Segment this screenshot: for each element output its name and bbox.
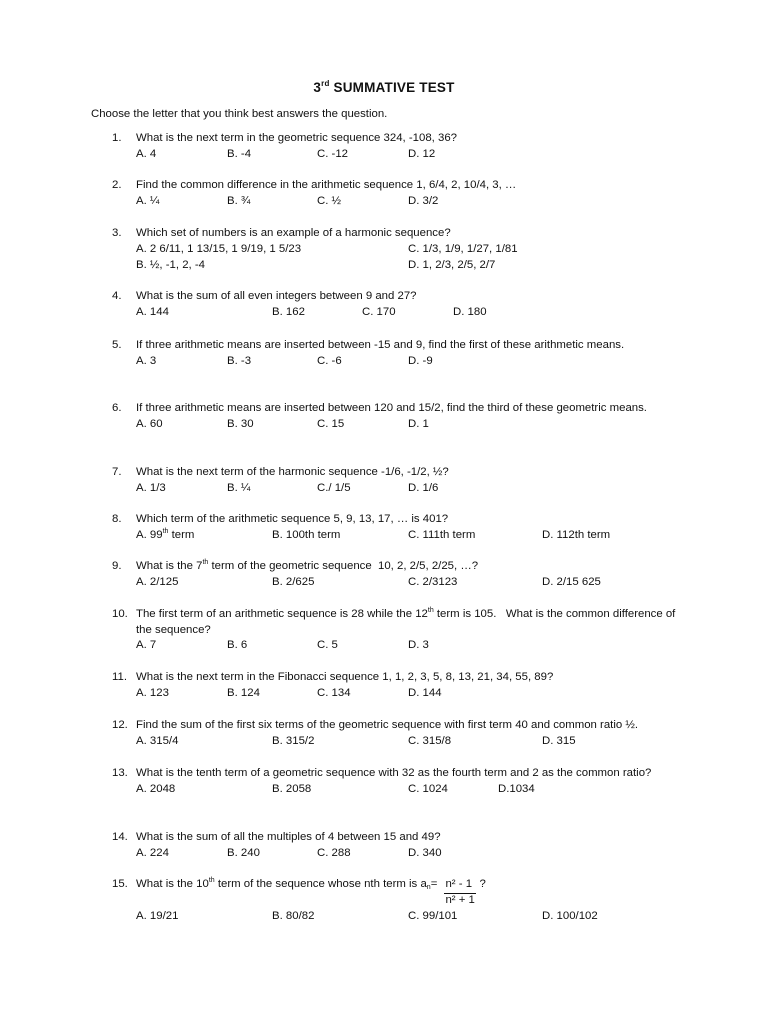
option-a[interactable]: A. 2 6/11, 1 13/15, 1 9/19, 1 5/23 <box>136 242 302 255</box>
option-a[interactable]: A. 99th term <box>136 527 195 541</box>
option-b[interactable]: B. 240 <box>227 846 260 859</box>
option-a[interactable]: A. 1/3 <box>136 481 166 494</box>
option-c[interactable]: C. 1024 <box>408 782 448 795</box>
options <box>136 909 692 925</box>
options <box>136 638 692 654</box>
option-d[interactable]: D. 3 <box>408 639 429 651</box>
option-d[interactable]: D. 12 <box>408 147 436 160</box>
option-d[interactable]: D. 112th term <box>542 528 611 541</box>
option-c[interactable]: C. 134 <box>317 686 351 699</box>
question-1: 1. What is the next term in the geometric sequence 324, -108, 36? A. 4 B. -4 C. -12 D. 12 <box>112 131 692 163</box>
options <box>136 782 692 798</box>
option-a[interactable]: A. 60 <box>136 417 163 430</box>
option-d[interactable]: D. 2/15 625 <box>542 575 601 588</box>
options <box>136 734 692 750</box>
question-13: 13. What is the tenth term of a geometric sequence with 32 as the fourth term and 2 as the common ratio? A. 2048 B. 2058 C. 1024 D.1034 <box>112 766 692 798</box>
options <box>136 194 692 210</box>
option-c[interactable]: C. 111th term <box>408 528 476 541</box>
options <box>136 258 692 274</box>
question-6: 6. If three arithmetic means are inserted between 120 and 15/2, find the third of these geometric means. A. 60 B. 30 C. 15 D. 1 <box>112 401 692 433</box>
option-b[interactable]: B. ¾ <box>227 194 251 207</box>
option-d[interactable]: D. 1 <box>408 417 429 430</box>
question-10: 10. The first term of an arithmetic sequence is 28 while the 12th term is 105. What is the common difference of the sequence? A. 7 B. 6 C. 5 D. 3 <box>112 607 692 654</box>
options <box>136 417 692 433</box>
option-a[interactable]: A. ¼ <box>136 194 160 207</box>
question-2: 2. Find the common difference in the arithmetic sequence 1, 6/4, 2, 10/4, 3, … A. ¼ B. ¾ C. ½ D. 3/2 <box>112 178 692 210</box>
question-12: 12. Find the sum of the first six terms of the geometric sequence with first term 40 and common ratio ½. A. 315/4 B. 315/2 C. 315/8 D. 315 <box>112 718 692 750</box>
option-d[interactable]: D. 340 <box>408 846 442 859</box>
question-4: 4. What is the sum of all even integers between 9 and 27? A. 144 B. 162 C. 170 D. 180 <box>112 289 692 321</box>
option-b[interactable]: B. ½, -1, 2, -4 <box>136 258 206 271</box>
options <box>136 686 692 702</box>
option-d[interactable]: D. 315 <box>542 734 576 747</box>
option-b[interactable]: B. 315/2 <box>272 734 315 747</box>
option-b[interactable]: B. ¼ <box>227 481 251 494</box>
option-d[interactable]: D. 1/6 <box>408 481 439 494</box>
options <box>136 147 692 163</box>
option-b[interactable]: B. 124 <box>227 686 260 699</box>
option-b[interactable]: B. 80/82 <box>272 910 315 922</box>
option-c[interactable]: C. ½ <box>317 194 342 207</box>
option-c[interactable]: C. -6 <box>317 354 342 367</box>
option-c[interactable]: C. 99/101 <box>408 910 458 922</box>
option-c[interactable]: C. 15 <box>317 417 345 430</box>
option-a[interactable]: A. 123 <box>136 686 169 699</box>
option-a[interactable]: A. 315/4 <box>136 734 179 747</box>
option-c[interactable]: C. 5 <box>317 639 338 651</box>
option-d[interactable]: D. 1, 2/3, 2/5, 2/7 <box>408 258 496 271</box>
question-11: 11. What is the next term in the Fibonacci sequence 1, 1, 2, 3, 5, 8, 13, 21, 34, 55, 89? A. 123 B. 124 C. 134 D. 144 <box>112 670 692 702</box>
options <box>136 481 692 497</box>
question-15: 15. What is the 10th term of the sequence whose nth term is $a_n=$ n² - 1 n² + 1 ? A. 19/21 B. 80/82 C. 99/101 D. 100/102 <box>112 877 692 925</box>
page-title: 3rd SUMMATIVE TEST <box>313 79 455 95</box>
options <box>136 846 692 862</box>
option-b[interactable]: B. 162 <box>272 305 305 318</box>
option-d[interactable]: D. 144 <box>408 686 442 699</box>
nth-term-formula: $a_n=$ n² - 1 n² + 1 ? <box>420 878 486 906</box>
instructions: Choose the letter that you think best answers the question. <box>91 108 388 120</box>
options <box>136 242 692 258</box>
option-d[interactable]: D. 180 <box>453 305 487 318</box>
option-b[interactable]: B. 2058 <box>272 782 312 795</box>
option-d[interactable]: D. 100/102 <box>542 910 598 922</box>
option-d[interactable]: D. 3/2 <box>408 194 439 207</box>
option-b[interactable]: B. -3 <box>227 354 252 367</box>
option-a[interactable]: A. 144 <box>136 305 169 318</box>
options <box>136 305 692 321</box>
question-7: 7. What is the next term of the harmonic sequence -1/6, -1/2, ½? A. 1/3 B. ¼ C./ 1/5 D. 1/6 <box>112 465 692 497</box>
option-a[interactable]: A. 19/21 <box>136 910 179 922</box>
question-14: 14. What is the sum of all the multiples of 4 between 15 and 49? A. 224 B. 240 C. 288 D. 340 <box>112 830 692 862</box>
option-b[interactable]: B. 2/625 <box>272 575 315 588</box>
option-a[interactable]: A. 4 <box>136 147 157 160</box>
option-a[interactable]: A. 7 <box>136 639 157 651</box>
question-8: 8. Which term of the arithmetic sequence 5, 9, 13, 17, … is 401? A. 99th term B. 100th term C. 111th term D. 112th term <box>112 512 692 544</box>
option-c[interactable]: C. -12 <box>317 147 349 160</box>
option-b[interactable]: B. 30 <box>227 417 254 430</box>
option-c[interactable]: C. 1/3, 1/9, 1/27, 1/81 <box>408 242 518 255</box>
option-a[interactable]: A. 2/125 <box>136 575 179 588</box>
option-c[interactable]: C./ 1/5 <box>317 481 351 494</box>
option-c[interactable]: C. 170 <box>362 305 396 318</box>
options <box>136 575 692 591</box>
option-a[interactable]: A. 3 <box>136 354 157 367</box>
question-3: 3. Which set of numbers is an example of a harmonic sequence? A. 2 6/11, 1 13/15, 1 9/19, 1 5/23 C. 1/3, 1/9, 1/27, 1/81 B. ½, -1, 2, -4 D. 1, 2/3, 2/5, 2/7 <box>112 226 692 274</box>
option-b[interactable]: B. 6 <box>227 639 248 651</box>
options <box>136 354 692 370</box>
option-b[interactable]: B. 100th term <box>272 528 341 541</box>
option-d[interactable]: D.1034 <box>498 782 535 795</box>
option-b[interactable]: B. -4 <box>227 147 252 160</box>
question-5: 5. If three arithmetic means are inserted between -15 and 9, find the first of these arithmetic means. A. 3 B. -3 C. -6 D. -9 <box>112 338 692 370</box>
option-a[interactable]: A. 224 <box>136 846 169 859</box>
option-c[interactable]: C. 315/8 <box>408 734 452 747</box>
option-c[interactable]: C. 288 <box>317 846 351 859</box>
option-a[interactable]: A. 2048 <box>136 782 176 795</box>
options <box>136 528 692 544</box>
question-9: 9. What is the 7th term of the geometric sequence 10, 2, 2/5, 2/25, …? A. 2/125 B. 2/625 C. 2/3123 D. 2/15 625 <box>112 559 692 591</box>
option-d[interactable]: D. -9 <box>408 354 433 367</box>
option-c[interactable]: C. 2/3123 <box>408 575 458 588</box>
